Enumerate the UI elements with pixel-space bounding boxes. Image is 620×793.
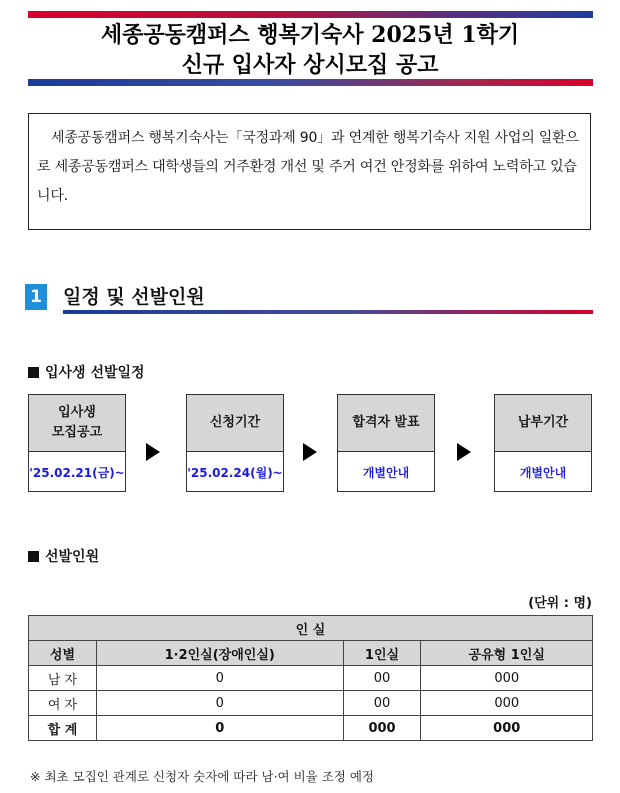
table-cell: 남 자 [29, 666, 97, 691]
arrow-right-icon [146, 443, 160, 461]
square-bullet-icon [28, 367, 39, 378]
schedule-heading-text: 입사생 선발일정 [45, 365, 145, 381]
section-title: 일정 및 선발인원 [63, 286, 205, 308]
table-cell: 0 [96, 666, 343, 691]
table-row [29, 666, 593, 691]
table-cell: 000 [343, 716, 421, 741]
schedule-step-label: 입사생 모집공고 [29, 395, 125, 452]
schedule-step [186, 394, 284, 492]
square-bullet-icon [28, 551, 39, 562]
schedule-step-value: 개별안내 [519, 465, 567, 480]
schedule-step-label: 신청기간 [187, 395, 283, 452]
intro-box [28, 113, 591, 230]
schedule-step [337, 394, 435, 492]
table-cell: 0 [96, 716, 343, 741]
schedule-step-label: 합격자 발표 [338, 395, 434, 452]
schedule-step [28, 394, 126, 492]
page-title-line2: 신규 입사자 상시모집 공고 [181, 52, 439, 78]
table-cell: 0 [96, 691, 343, 716]
schedule-step-label: 납부기간 [495, 395, 591, 452]
schedule-step-value: '25.02.24(월)~ [187, 465, 283, 480]
arrow-right-icon [303, 443, 317, 461]
intro-text: 세종공동캠퍼스 행복기숙사는「국정과제 90」과 연계한 행복기숙사 지원 사업의 일환으로 세종공동캠퍼스 대학생들의 거주환경 개선 및 주거 여건 안정화를 위하여 노력하고 있습니다. [37, 130, 579, 204]
table-cell: 여 자 [29, 691, 97, 716]
selection-table [28, 615, 593, 741]
arrow-right-icon [457, 443, 471, 461]
column-header: 공유형 1인실 [421, 641, 593, 666]
table-cell: 000 [421, 691, 593, 716]
table-cell: 000 [421, 716, 593, 741]
schedule-step [494, 394, 592, 492]
header-bottom-bar [28, 79, 593, 86]
table-cell: 합 계 [29, 716, 97, 741]
schedule-heading [28, 362, 145, 382]
group-header: 인 실 [29, 616, 593, 641]
schedule-step-value: '25.02.21(금)~ [29, 465, 125, 480]
schedule-step-value: 개별안내 [362, 465, 410, 480]
table-cell: 000 [421, 666, 593, 691]
unit-label: (단위 : 명) [528, 596, 592, 611]
footnote: ※ 최초 모집인 관계로 신청자 숫자에 따라 남·여 비율 조정 예정 [30, 769, 374, 784]
section-number-badge: 1 [25, 284, 47, 310]
header-top-bar [28, 11, 593, 18]
page-title-line1: 세종공동캠퍼스 행복기숙사 2025년 1학기 [100, 22, 520, 48]
column-header: 성별 [29, 641, 97, 666]
table-row [29, 691, 593, 716]
table-cell: 00 [343, 666, 421, 691]
selection-heading-text: 선발인원 [45, 549, 100, 565]
selection-heading [28, 546, 99, 566]
column-header: 1인실 [343, 641, 421, 666]
table-total-row [29, 716, 593, 741]
table-cell: 00 [343, 691, 421, 716]
section-underline [63, 310, 593, 314]
column-header: 1·2인실(장애인실) [96, 641, 343, 666]
